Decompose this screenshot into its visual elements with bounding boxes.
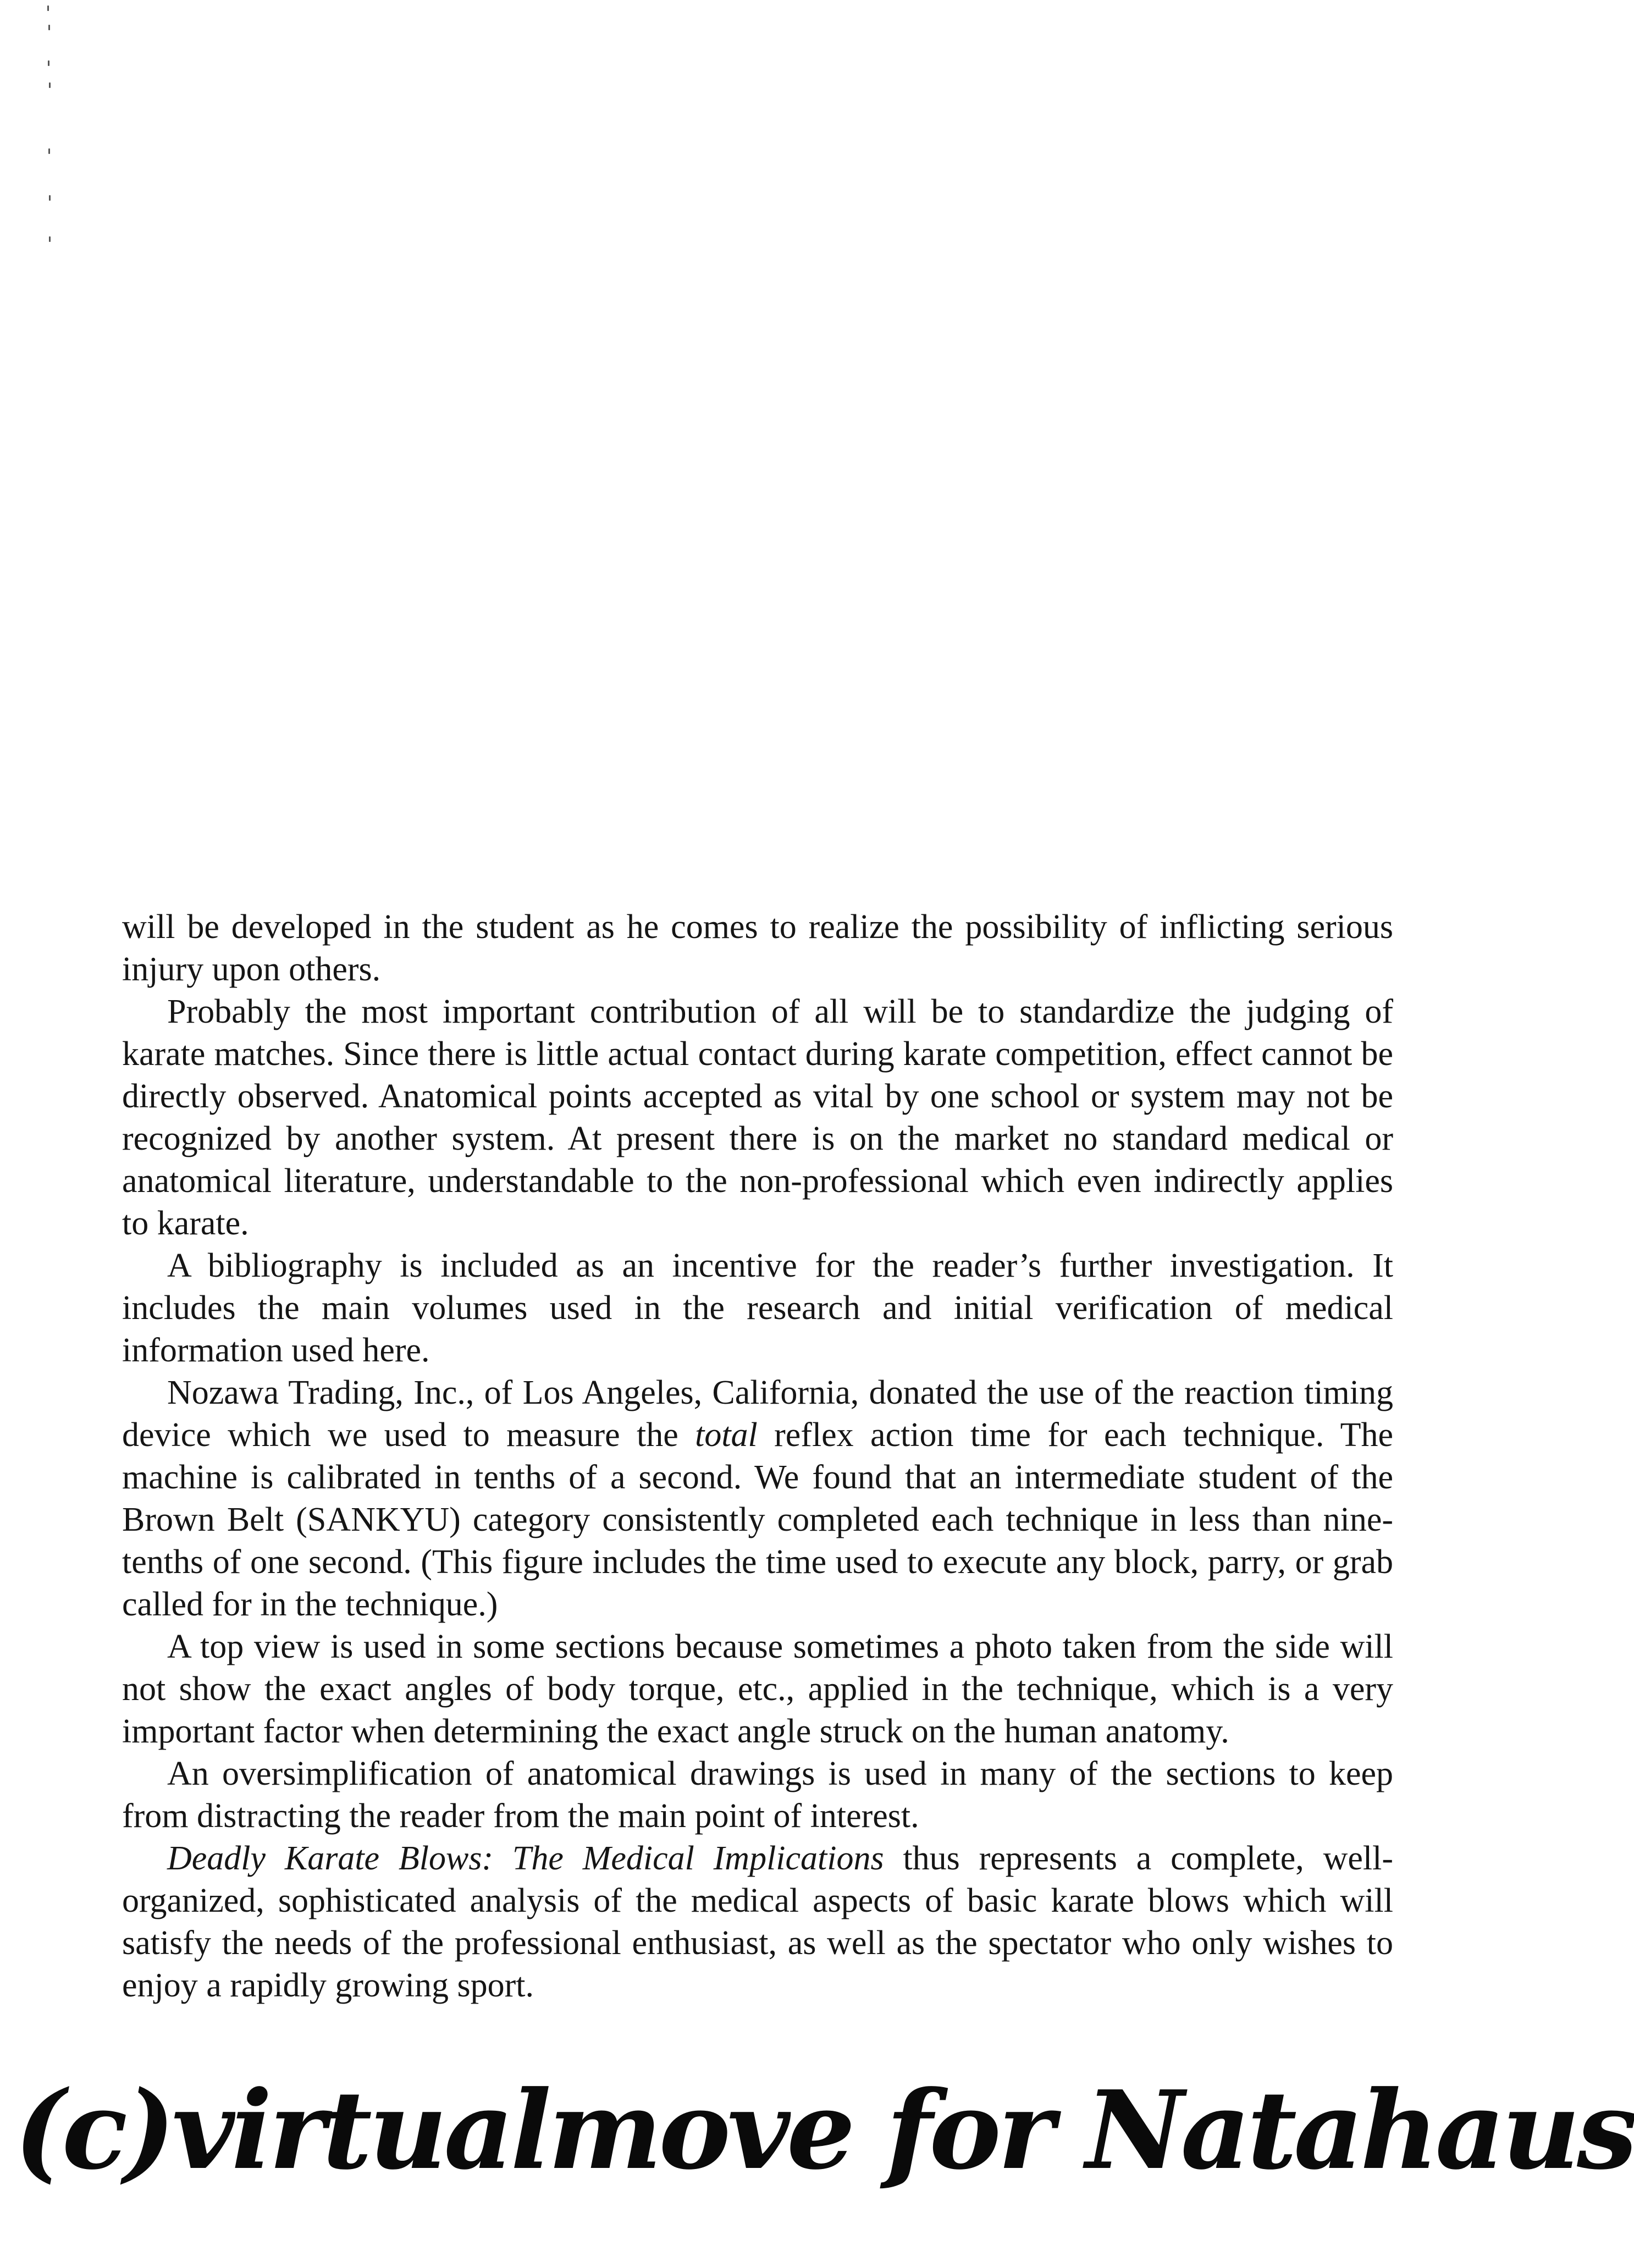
scan-speck: [49, 195, 51, 201]
paragraph-continuation: will be developed in the student as he comes to realize the possibility of inflicting serious injury upon others.: [122, 908, 1393, 988]
scan-speck: [48, 148, 50, 154]
paragraph-summary: [122, 1837, 1393, 2007]
paragraph-timing-device: [122, 1372, 1393, 1626]
text-run: thus represents a complete, well-organized, sophisticated analysis of the medical aspects of basic karate blows which will satisfy the needs of the professional enthusiast, as well as the spectator who only wishes to enjoy a rapidly growing sport.: [122, 1840, 1394, 2004]
text-run: reflex action time for each technique. The machine is calibrated in tenths of a second. We found that an intermediate student of the Brown Belt (SANKYU) category consistently completed each technique in less than nine-tenths of one second. (This figure includes the time used to execute any block, parry, or grab called for in the technique.): [122, 1416, 1393, 1623]
body-text: [122, 906, 1393, 2007]
scan-speck: [48, 25, 50, 30]
paragraph-top-view: A top view is used in some sections because sometimes a photo taken from the side will not show the exact angles of body torque, etc., applied in the technique, which is a very important factor when determining the exact angle struck on the human anatomy.: [122, 1628, 1393, 1750]
scan-speck: [47, 5, 49, 11]
scan-speck: [48, 60, 49, 66]
paragraph-judging: Probably the most important contribution of all will be to standardize the judging of karate matches. Since there is little actual contact during karate competition, effect cannot be directly observed. Anatomical points accepted as vital by one school or system may not be recognized by another system. At present there is on the market no standard medical or anatomical literature, understandable to the non-professional which even indirectly applies to karate.: [122, 993, 1393, 1242]
paragraph-oversimplification: An oversimplification of anatomical drawings is used in many of the sections to keep from distracting the reader from the main point of interest.: [122, 1755, 1393, 1835]
text-run: Nozawa Trading, Inc., of Los Angeles, California, donated the use of the reaction timing device which we used to measure the: [122, 1374, 1393, 1454]
scan-speck: [49, 82, 51, 88]
paragraph-bibliography: A bibliography is included as an incentive for the reader’s further investigation. It includes the main volumes used in the research and initial verification of medical information used here.: [122, 1247, 1393, 1369]
watermark-signature: (c)virtualmove for Natahaus: [14, 2067, 1634, 2194]
scan-speck: [49, 236, 51, 242]
scan-margin-specks: [44, 0, 60, 253]
book-title-italic: Deadly Karate Blows: The Medical Implications: [167, 1840, 884, 1877]
italic-emphasis: total: [695, 1416, 758, 1454]
